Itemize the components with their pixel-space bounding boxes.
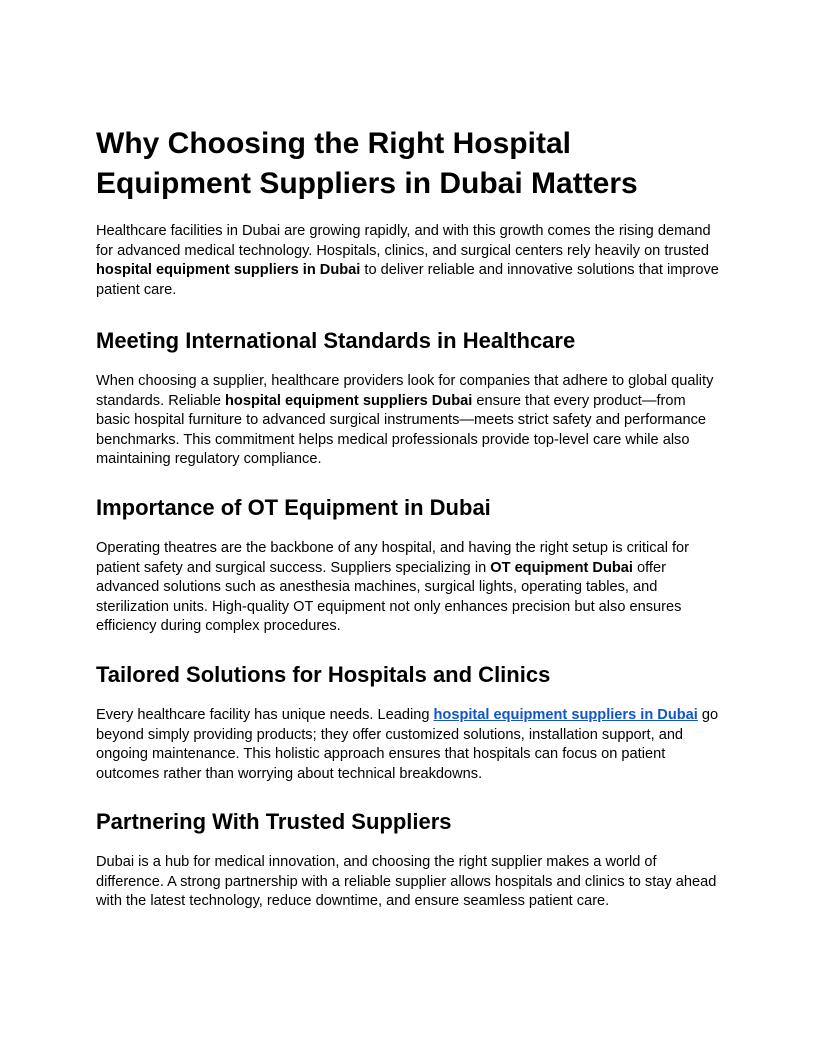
section-paragraph-partnering bbox=[96, 853, 720, 912]
section2-bold-keyword: OT equipment Dubai bbox=[490, 559, 633, 576]
intro-paragraph bbox=[96, 222, 720, 300]
suppliers-link[interactable]: hospital equipment suppliers in Dubai bbox=[433, 707, 698, 723]
intro-bold-keyword: hospital equipment suppliers in Dubai bbox=[96, 262, 361, 278]
section2-text-2: offer advanced solutions such as anesthesia machines, surgical lights, operating tables, and sterilization units. High-quality OT equipment not only enhances precision but also ensures efficiency during complex procedures. bbox=[96, 559, 682, 634]
section-paragraph-ot-equipment bbox=[96, 539, 720, 637]
section1-text-1: When choosing a supplier, healthcare providers look for companies that adhere to global quality standards. Reliable bbox=[96, 373, 714, 409]
section-paragraph-standards bbox=[96, 372, 720, 470]
section3-text-1: Every healthcare facility has unique needs. Leading bbox=[96, 707, 434, 723]
section-heading-partnering: Partnering With Trusted Suppliers bbox=[96, 809, 452, 834]
section-heading-tailored-solutions: Tailored Solutions for Hospitals and Clinics bbox=[96, 662, 551, 687]
section-heading-ot-equipment: Importance of OT Equipment in Dubai bbox=[96, 495, 491, 520]
page-title bbox=[96, 124, 720, 204]
section4-text-1: Dubai is a hub for medical innovation, and choosing the right supplier makes a world of difference. A strong partnership with a reliable supplier allows hospitals and clinics to stay ahead with the latest technology, reduce downtime, and ensure seamless patient care. bbox=[96, 854, 717, 909]
page-title-line-1: Why Choosing the Right Hospital bbox=[96, 127, 571, 160]
section-heading-standards: Meeting International Standards in Healthcare bbox=[96, 328, 576, 353]
intro-text-2: to deliver reliable and innovative solutions that improve patient care. bbox=[96, 262, 719, 298]
section3-text-2: go beyond simply providing products; they offer customized solutions, installation support, and ongoing maintenance. This holistic approach ensures that hospitals can focus on patient outcomes rather than worrying about technical breakdowns. bbox=[96, 707, 719, 782]
document-page bbox=[96, 124, 720, 909]
section1-text-2: ensure that every product—from basic hospital furniture to advanced surgical instruments—meets strict safety and performance benchmarks. This commitment helps medical professionals provide top-level care while also maintaining regulatory compliance. bbox=[96, 392, 706, 467]
page-title-line-2: Equipment Suppliers in Dubai Matters bbox=[96, 167, 638, 200]
intro-text-1: Healthcare facilities in Dubai are growing rapidly, and with this growth comes the rising demand for advanced medical technology. Hospitals, clinics, and surgical centers rely heavily on trusted bbox=[96, 223, 711, 259]
section2-text-1: Operating theatres are the backbone of any hospital, and having the right setup is critical for patient safety and surgical success. Suppliers specializing in bbox=[96, 540, 690, 576]
section1-bold-keyword: hospital equipment suppliers Dubai bbox=[225, 392, 473, 409]
section-paragraph-tailored-solutions bbox=[96, 706, 720, 784]
